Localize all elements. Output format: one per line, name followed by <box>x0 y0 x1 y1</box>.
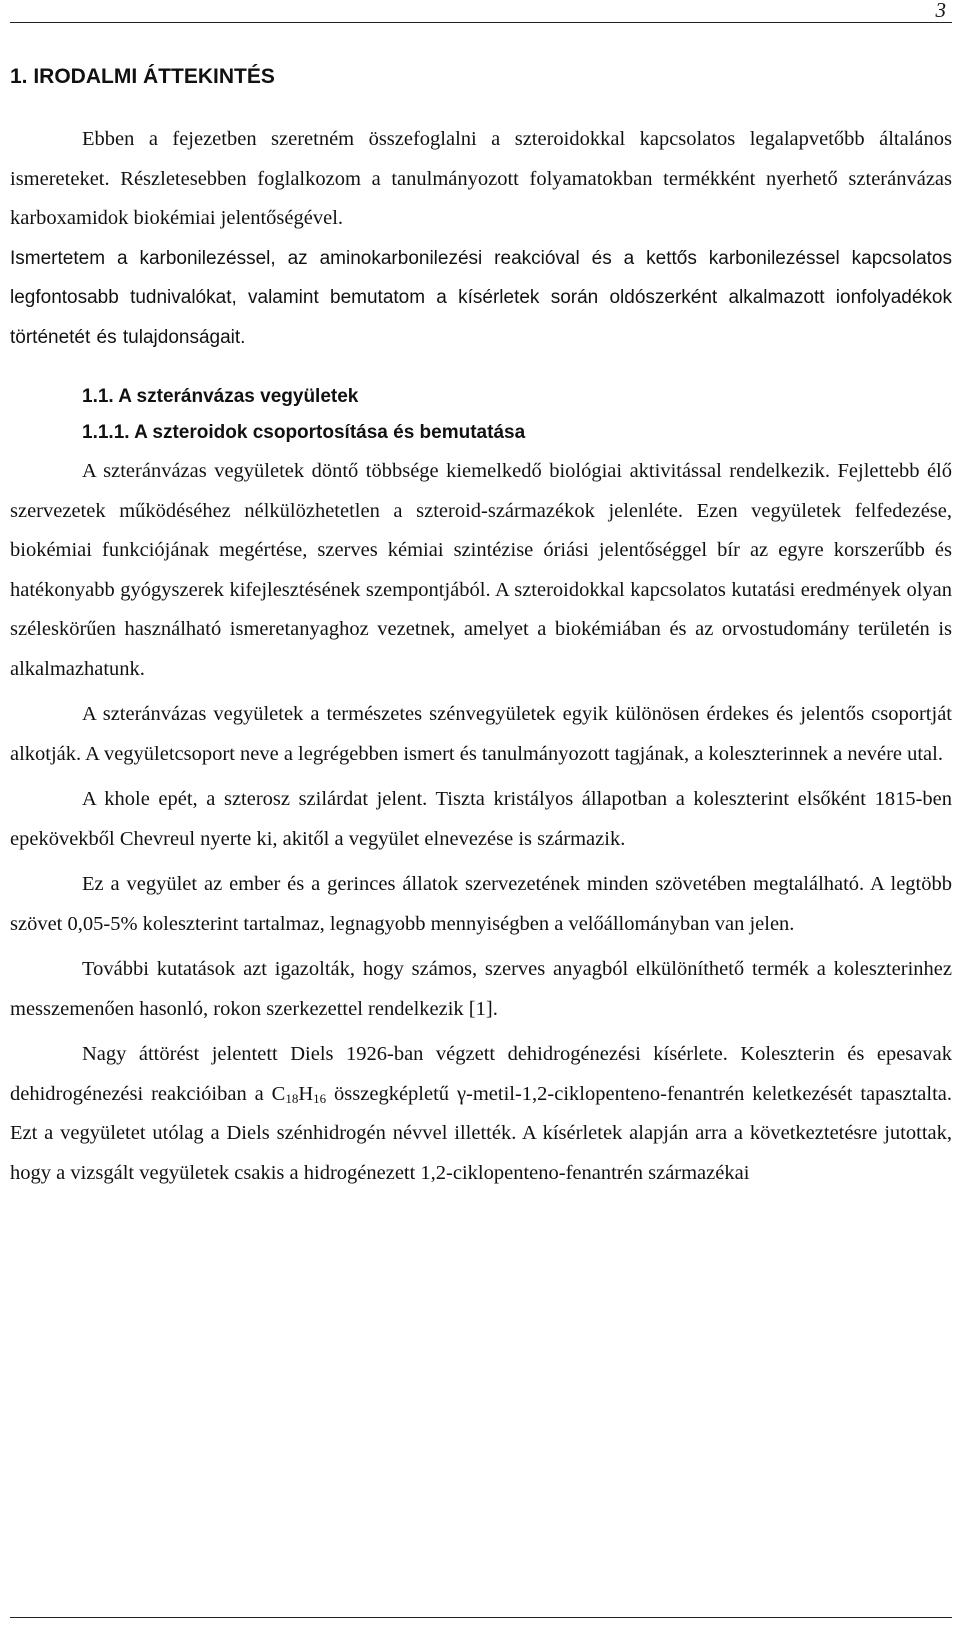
paragraph-diels-experiment <box>10 1035 952 1193</box>
paragraph-steroid-activity: A szteránvázas vegyületek döntő többsége kiemelkedő biológiai aktivitással rendelkezik. Fejlettebb élő szervezetek működéséhez nélkülözhetetlen a szteroid-származékok jelenléte. Ezen vegyületek felfedezése, biokémiai funkciójának megértése, szerves kémiai szintézise óriási jelentőséggel bír az egyre korszerűbb és hatékonyabb gyógyszerek kifejlesztésének szempontjából. A szteroidokkal kapcsolatos kutatási eredmények olyan széleskörűen használható ismeretanyaghoz vezetnek, amelyet a biokémiában és az orvostudomány területén is alkalmazhatunk. <box>10 460 952 680</box>
header-rule <box>10 22 952 23</box>
page-number: 3 <box>935 0 946 22</box>
intro-paragraph-1: Ebben a fejezetben szeretném összefoglalni a szteroidokkal kapcsolatos legalapvetőbb általános ismereteket. Részletesebben foglalkozom a tanulmányozott folyamatokban termékként nyerhető szteránvázas karboxamidok biokémiai jelentőségével. <box>10 128 952 229</box>
chapter-title: 1. IRODALMI ÁTTEKINTÉS <box>10 65 275 88</box>
formula-subscript-hydrogen: 16 <box>313 1090 327 1106</box>
intro-paragraph-2: Ismertetem a karbonilezéssel, az aminokarbonilezési reakcióval és a kettős karbonilezéssel kapcsolatos legfontosabb tudnivalókat, valamint bemutatom a kísérletek során oldószerként alkalmazott ionfolyadékok történetét és tulajdonságait. <box>10 247 952 348</box>
paragraph-name-origin: A khole epét, a szterosz szilárdat jelent. Tiszta kristályos állapotban a koleszterint elsőként 1815-ben epekövekből Chevreul nyerte ki, akitől a vegyület elnevezése is származik. <box>10 788 952 850</box>
paragraph-steroid-group: A szteránvázas vegyületek a természetes szénvegyületek egyik különösen érdekes és jelentős csoportját alkotják. A vegyületcsoport neve a legrégebben ismert és tanulmányozott tagjának, a koleszterinnek a nevére utal. <box>10 703 952 765</box>
formula-subscript-carbon: 18 <box>285 1090 299 1106</box>
section-heading: 1.1. A szteránvázas vegyületek <box>82 386 359 407</box>
diels-text-part-1: Nagy áttörést jelentett Diels 1926-ban végzett dehidrogénezési kísérlete. Koleszterin és epesavak dehidrogénezési reakcióiban a C <box>10 1043 952 1105</box>
paragraph-cholesterol-occurrence: Ez a vegyület az ember és a gerinces állatok szervezetének minden szövetében megtalálható. A legtöbb szövet 0,05-5% koleszterint tartalmaz, legnagyobb mennyiségben a velőállományban van jelen. <box>10 873 952 935</box>
diels-text-part-3: összegképletű γ-metil-1,2-ciklopenteno-fenantrén keletkezését tapasztalta. Ezt a vegyületet utólag a Diels szénhidrogén névvel illették. A kísérletek alapján arra a következtetésre jutottak, hogy a vizsgált vegyületek csakis a hidrogénezett 1,2-ciklopenteno-fenantrén származékai <box>10 1082 952 1184</box>
footer-rule <box>10 1617 952 1618</box>
subsection-heading: 1.1.1. A szteroidok csoportosítása és bemutatása <box>82 422 526 443</box>
page-body <box>10 62 952 1193</box>
paragraph-further-research: További kutatások azt igazolták, hogy számos, szerves anyagból elkülöníthető termék a koleszterinhez messzemenően hasonló, rokon szerkezettel rendelkezik [1]. <box>10 958 952 1020</box>
diels-text-part-2: H <box>298 1082 314 1105</box>
